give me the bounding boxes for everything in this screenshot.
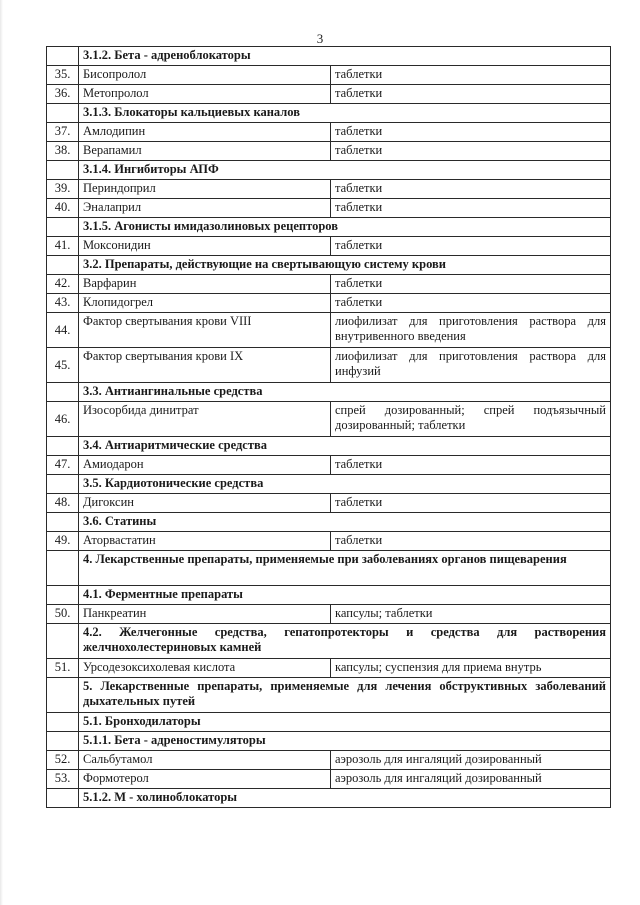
section-row <box>47 732 611 751</box>
drug-name: Фактор свертывания крови VIII <box>79 313 331 348</box>
drug-row <box>47 751 611 770</box>
drug-row <box>47 66 611 85</box>
section-heading: 3.2. Препараты, действующие на свертывающую систему крови <box>79 256 611 275</box>
drug-row <box>47 275 611 294</box>
row-number: 38. <box>47 142 79 161</box>
drug-name: Периндоприл <box>79 180 331 199</box>
row-number: 39. <box>47 180 79 199</box>
drug-name: Клопидогрел <box>79 294 331 313</box>
drug-row <box>47 770 611 789</box>
row-number-cell <box>47 104 79 123</box>
row-number-cell <box>47 218 79 237</box>
dosage-form: лиофилизат для приготовления раствора для инфузий <box>331 348 611 383</box>
row-number: 41. <box>47 237 79 256</box>
section-row <box>47 104 611 123</box>
drug-row <box>47 605 611 624</box>
drug-row <box>47 294 611 313</box>
drug-name: Аторвастатин <box>79 532 331 551</box>
drug-name: Изосорбида динитрат <box>79 402 331 437</box>
section-row <box>47 789 611 808</box>
row-number: 52. <box>47 751 79 770</box>
section-row <box>47 437 611 456</box>
section-heading: 3.6. Статины <box>79 513 611 532</box>
section-heading: 3.4. Антиаритмические средства <box>79 437 611 456</box>
row-number-cell <box>47 624 79 659</box>
drug-list-body <box>47 47 611 808</box>
dosage-form: таблетки <box>331 494 611 513</box>
drug-name: Амиодарон <box>79 456 331 475</box>
row-number: 49. <box>47 532 79 551</box>
scan-edge-shadow <box>0 0 3 905</box>
drug-name: Формотерол <box>79 770 331 789</box>
row-number: 51. <box>47 659 79 678</box>
row-number: 48. <box>47 494 79 513</box>
dosage-form: спрей дозированный; спрей подъязычный дозированный; таблетки <box>331 402 611 437</box>
dosage-form: лиофилизат для приготовления раствора для внутривенного введения <box>331 313 611 348</box>
drug-row <box>47 199 611 218</box>
section-row <box>47 713 611 732</box>
dosage-form: капсулы; таблетки <box>331 605 611 624</box>
section-row <box>47 218 611 237</box>
section-heading: 3.1.3. Блокаторы кальциевых каналов <box>79 104 611 123</box>
section-row <box>47 624 611 659</box>
row-number-cell <box>47 713 79 732</box>
dosage-form: таблетки <box>331 456 611 475</box>
drug-name: Амлодипин <box>79 123 331 142</box>
section-heading: 5.1. Бронходилаторы <box>79 713 611 732</box>
drug-name: Дигоксин <box>79 494 331 513</box>
row-number: 37. <box>47 123 79 142</box>
row-number-cell <box>47 383 79 402</box>
row-number: 53. <box>47 770 79 789</box>
drug-row <box>47 123 611 142</box>
section-heading: 3.1.5. Агонисты имидазолиновых рецепторов <box>79 218 611 237</box>
drug-list-table <box>46 46 611 808</box>
drug-name: Метопролол <box>79 85 331 104</box>
row-number-cell <box>47 732 79 751</box>
dosage-form: таблетки <box>331 66 611 85</box>
drug-name: Урсодезоксихолевая кислота <box>79 659 331 678</box>
row-number: 35. <box>47 66 79 85</box>
row-number-cell <box>47 586 79 605</box>
drug-row <box>47 237 611 256</box>
row-number-cell <box>47 513 79 532</box>
section-row <box>47 256 611 275</box>
dosage-form: таблетки <box>331 532 611 551</box>
dosage-form: таблетки <box>331 85 611 104</box>
section-row <box>47 383 611 402</box>
section-heading: 4.1. Ферментные препараты <box>79 586 611 605</box>
drug-row <box>47 402 611 437</box>
dosage-form: таблетки <box>331 180 611 199</box>
section-heading: 5.1.2. М - холиноблокаторы <box>79 789 611 808</box>
section-heading: 5.1.1. Бета - адреностимуляторы <box>79 732 611 751</box>
section-row <box>47 586 611 605</box>
drug-name: Бисопролол <box>79 66 331 85</box>
drug-name: Варфарин <box>79 275 331 294</box>
section-row <box>47 475 611 494</box>
section-row <box>47 513 611 532</box>
row-number: 47. <box>47 456 79 475</box>
drug-row <box>47 348 611 383</box>
section-row <box>47 551 611 586</box>
section-heading: 5. Лекарственные препараты, применяемые для лечения обструктивных заболеваний дыхательных путей <box>79 678 611 713</box>
section-heading: 3.3. Антиангинальные средства <box>79 383 611 402</box>
dosage-form: таблетки <box>331 199 611 218</box>
section-row <box>47 161 611 180</box>
dosage-form: таблетки <box>331 275 611 294</box>
dosage-form: таблетки <box>331 142 611 161</box>
drug-row <box>47 85 611 104</box>
row-number-cell <box>47 678 79 713</box>
section-heading: 3.5. Кардиотонические средства <box>79 475 611 494</box>
drug-name: Моксонидин <box>79 237 331 256</box>
row-number-cell <box>47 256 79 275</box>
drug-row <box>47 532 611 551</box>
row-number-cell <box>47 789 79 808</box>
row-number: 50. <box>47 605 79 624</box>
drug-row <box>47 180 611 199</box>
drug-row <box>47 142 611 161</box>
row-number-cell <box>47 47 79 66</box>
dosage-form: аэрозоль для ингаляций дозированный <box>331 751 611 770</box>
dosage-form: таблетки <box>331 123 611 142</box>
dosage-form: таблетки <box>331 237 611 256</box>
section-heading: 3.1.2. Бета - адреноблокаторы <box>79 47 611 66</box>
section-row <box>47 47 611 66</box>
drug-name: Панкреатин <box>79 605 331 624</box>
dosage-form: аэрозоль для ингаляций дозированный <box>331 770 611 789</box>
row-number-cell <box>47 161 79 180</box>
section-heading: 4.2. Желчегонные средства, гепатопротекторы и средства для растворения желчнохолестериновых камней <box>79 624 611 659</box>
section-row <box>47 678 611 713</box>
drug-row <box>47 313 611 348</box>
section-heading: 4. Лекарственные препараты, применяемые при заболеваниях органов пищеварения <box>79 551 611 586</box>
row-number-cell <box>47 551 79 586</box>
drug-row <box>47 456 611 475</box>
drug-name: Сальбутамол <box>79 751 331 770</box>
row-number-cell <box>47 475 79 494</box>
drug-name: Фактор свертывания крови IX <box>79 348 331 383</box>
row-number: 36. <box>47 85 79 104</box>
row-number: 45. <box>47 348 79 383</box>
row-number: 46. <box>47 402 79 437</box>
row-number: 42. <box>47 275 79 294</box>
drug-row <box>47 659 611 678</box>
drug-name: Верапамил <box>79 142 331 161</box>
page-number: 3 <box>316 31 324 46</box>
dosage-form: капсулы; суспензия для приема внутрь <box>331 659 611 678</box>
row-number: 40. <box>47 199 79 218</box>
row-number-cell <box>47 437 79 456</box>
section-heading: 3.1.4. Ингибиторы АПФ <box>79 161 611 180</box>
row-number: 44. <box>47 313 79 348</box>
row-number: 43. <box>47 294 79 313</box>
drug-name: Эналаприл <box>79 199 331 218</box>
dosage-form: таблетки <box>331 294 611 313</box>
drug-row <box>47 494 611 513</box>
